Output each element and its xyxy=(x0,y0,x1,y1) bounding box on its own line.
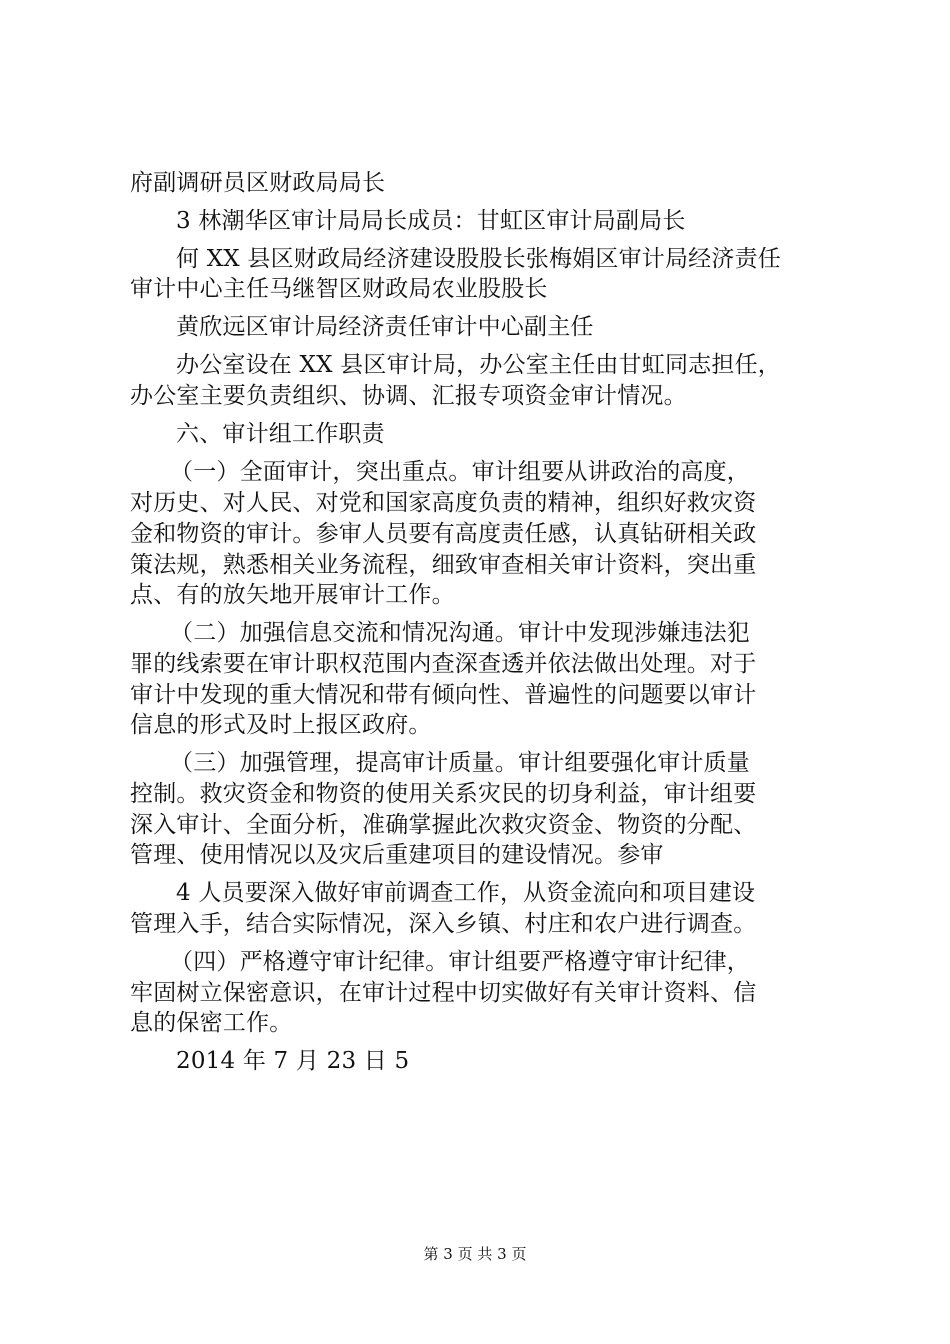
text-line: 策法规，熟悉相关业务流程，细致审查相关审计资料，突出重 xyxy=(130,552,757,578)
text-line: （二）加强信息交流和情况沟通。审计中发现涉嫌违法犯 xyxy=(170,620,750,646)
text-line: 管理入手，结合实际情况，深入乡镇、村庄和农户进行调查。 xyxy=(130,911,757,937)
text-line: （一）全面审计，突出重点。审计组要从讲政治的高度， xyxy=(170,459,750,485)
text-line: 4 人员要深入做好审前调查工作，从资金流向和项目建设 xyxy=(176,880,756,906)
text-line: （三）加强管理，提高审计质量。审计组要强化审计质量 xyxy=(170,750,750,776)
text-line: 审计中心主任马继智区财政局农业股股长 xyxy=(130,276,548,302)
text-line: 府副调研员区财政局局长 xyxy=(130,170,386,196)
text-line: 办公室主要负责组织、协调、汇报专项资金审计情况。 xyxy=(130,383,687,409)
text-line: （四）严格遵守审计纪律。审计组要严格遵守审计纪律， xyxy=(170,949,750,975)
text-line: 金和物资的审计。参审人员要有高度责任感，认真钻研相关政 xyxy=(130,521,757,547)
text-line: 深入审计、全面分析，准确掌握此次救灾资金、物资的分配、 xyxy=(130,812,757,838)
text-line: 控制。救灾资金和物资的使用关系灾民的切身利益，审计组要 xyxy=(130,781,757,807)
text-line: 3 林潮华区审计局局长成员：甘虹区审计局副局长 xyxy=(176,208,686,234)
text-line: 息的保密工作。 xyxy=(130,1010,293,1036)
text-line: 罪的线索要在审计职权范围内查深查透并依法做出处理。对于 xyxy=(130,651,757,677)
text-line: 黄欣远区审计局经济责任审计中心副主任 xyxy=(176,314,594,340)
text-line: 对历史、对人民、对党和国家高度负责的精神，组织好救灾资 xyxy=(130,490,757,516)
page-footer: 第 3 页 共 3 页 xyxy=(423,1245,527,1263)
text-line: 办公室设在 XX 县区审计局，办公室主任由甘虹同志担任， xyxy=(176,352,781,378)
text-line: 牢固树立保密意识，在审计过程中切实做好有关审计资料、信 xyxy=(130,980,757,1006)
date-line: 2014 年 7 月 23 日 5 xyxy=(176,1048,410,1074)
text-line: 信息的形式及时上报区政府。 xyxy=(130,712,432,738)
text-line: 审计中发现的重大情况和带有倾向性、普遍性的问题要以审计 xyxy=(130,682,757,708)
text-line: 点、有的放矢地开展审计工作。 xyxy=(130,582,455,608)
text-line: 管理、使用情况以及灾后重建项目的建设情况。参审 xyxy=(130,842,664,868)
text-line: 何 XX 县区财政局经济建设股股长张梅娟区审计局经济责任 xyxy=(176,246,781,272)
section-heading: 六、审计组工作职责 xyxy=(176,421,385,447)
